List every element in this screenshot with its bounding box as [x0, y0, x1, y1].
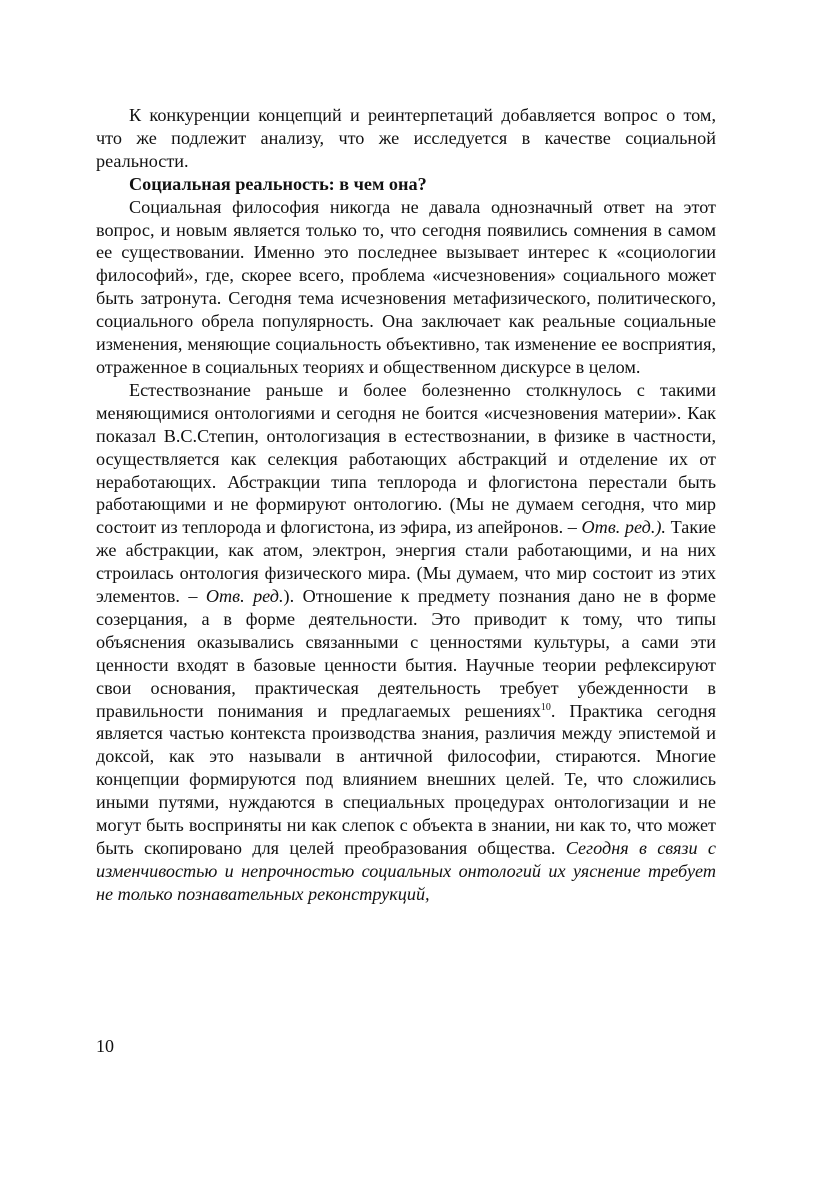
section-heading: Социальная реальность: в чем она?	[129, 173, 427, 194]
intro-paragraph: К конкуренции концепций и реинтерпетаций добавляется вопрос о том, что же подлежит анализу, что же исследуется в качестве социальной реальности.	[96, 105, 716, 171]
editor-note-1: Отв. ред.).	[581, 517, 666, 538]
paragraph-1: Социальная философия никогда не давала однозначный ответ на этот вопрос, и новым является только то, что сегодня появились сомнения в самом ее существовании. Именно это последнее вызывает интерес к «социологии философий», где, скорее всего, проблема «исчезновения» социального может быть затронута. Сегодня тема исчезновения метафизического, политического, социального обрела популярность. Она заключает как реальные социальные изменения, меняющие социальность объективно, так изменение ее восприятия, отраженное в социальных теориях и общественном дискурсе в целом.	[96, 196, 716, 377]
page-body	[96, 104, 716, 906]
editor-note-2: Отв. ред.	[205, 586, 284, 607]
italic-conclusion: Сегодня в связи с изменчивостью и непрочностью социальных онтологий их уяснение требует не только познавательных реконструкций,	[96, 838, 717, 904]
paragraph-2-text-c: ). Отношение к предмету познания дано не в форме созерцания, а в форме деятельности. Это приводит к тому, что типы объяснения оказывались связанными с ценностями культуры, а сами эти ценности входят в базовые ценности бытия. Научные теории рефлексируют свои основания, практическая деятельность требует убежденности в правильности понимания и предлагаемых решениях	[96, 586, 716, 721]
paragraph-2	[96, 379, 716, 906]
paragraph-2-text-a: Естествознание раньше и более болезненно столкнулось с такими меняющимися онтологиями и сегодня не боится «исчезновения материи». Как показал В.С.Степин, онтологизация в естествознании, в физике в частности, осуществляется как селекция работающих абстракций и отделение их от неработающих. Абстракции типа теплорода и флогистона перестали быть работающими и не формируют онтологию. (Мы не думаем сегодня, что мир состоит из теплорода и флогистона, из эфира, из апейронов. –	[96, 379, 716, 538]
paragraph-2-text-d: . Практика сегодня является частью контекста производства знания, различия между эпистемой и доксой, как это называли в античной философии, стираются. Многие концепции формируются под влиянием внешних целей. Те, что сложились иными путями, нуждаются в специальных процедурах онтологизации и не могут быть восприняты ни как слепок с объекта в знании, ни как то, что может быть скопировано для целей преобразования общества.	[96, 700, 716, 858]
paragraph-2-text-b: Такие же абстракции, как атом, электрон, энергия стали работающими, и на них строилась онтология физического мира. (Мы думаем, что мир состоит из этих элементов. –	[96, 517, 717, 607]
footnote-reference[interactable]: 10	[540, 701, 551, 713]
page-number: 10	[96, 1036, 114, 1056]
